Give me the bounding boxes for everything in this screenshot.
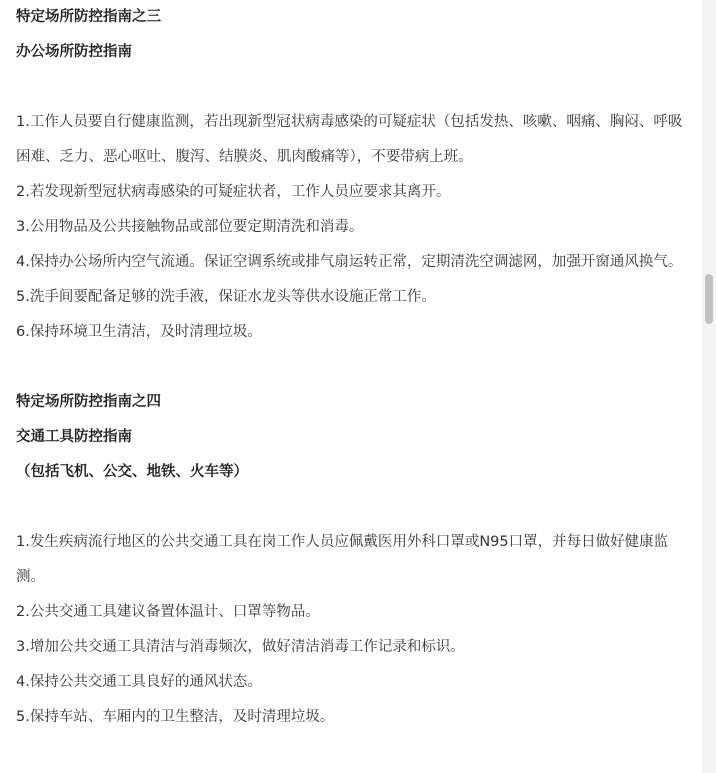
- section-4-item-5: 5.保持车站、车厢内的卫生整洁，及时清理垃圾。: [16, 709, 335, 725]
- spacer: [16, 490, 692, 525]
- section-3-item-4: 4.保持办公场所内空气流通。保证空调系统或排气扇运转正常，定期清洗空调滤网，加强开窗通风换气。: [16, 254, 683, 270]
- spacer: [16, 350, 692, 385]
- section-3-item-2: 2.若发现新型冠状病毒感染的可疑症状者，工作人员应要求其离开。: [16, 184, 451, 200]
- vertical-scrollbar[interactable]: [702, 0, 716, 773]
- section-3-item-6: 6.保持环境卫生清洁，及时清理垃圾。: [16, 324, 262, 340]
- scrollbar-thumb[interactable]: [705, 274, 713, 324]
- section-3-title: 特定场所防控指南之三: [16, 9, 161, 25]
- section-4-item-3: 3.增加公共交通工具清洁与消毒频次，做好清洁消毒工作记录和标识。: [16, 639, 465, 655]
- section-3-item-1: 1.工作人员要自行健康监测，若出现新型冠状病毒感染的可疑症状（包括发热、咳嗽、咽痛、胸闷、呼吸困难、乏力、恶心呕吐、腹泻、结膜炎、肌肉酸痛等），不要带病上班。: [16, 114, 683, 165]
- section-3-subtitle: 办公场所防控指南: [16, 44, 132, 60]
- spacer: [16, 70, 692, 105]
- section-4-title: 特定场所防控指南之四: [16, 394, 161, 410]
- section-4-subtitle: 交通工具防控指南: [16, 429, 132, 445]
- section-4-item-1: 1.发生疾病流行地区的公共交通工具在岗工作人员应佩戴医用外科口罩或N95口罩，并每日做好健康监测。: [16, 534, 669, 585]
- article-body: [16, 0, 692, 735]
- section-4-item-4: 4.保持公共交通工具良好的通风状态。: [16, 674, 262, 690]
- section-3-item-5: 5.洗手间要配备足够的洗手液，保证水龙头等供水设施正常工作。: [16, 289, 436, 305]
- section-4-item-2: 2.公共交通工具建议备置体温计、口罩等物品。: [16, 604, 320, 620]
- section-4-note: （包括飞机、公交、地铁、火车等）: [16, 464, 248, 480]
- section-3-item-3: 3.公用物品及公共接触物品或部位要定期清洗和消毒。: [16, 219, 364, 235]
